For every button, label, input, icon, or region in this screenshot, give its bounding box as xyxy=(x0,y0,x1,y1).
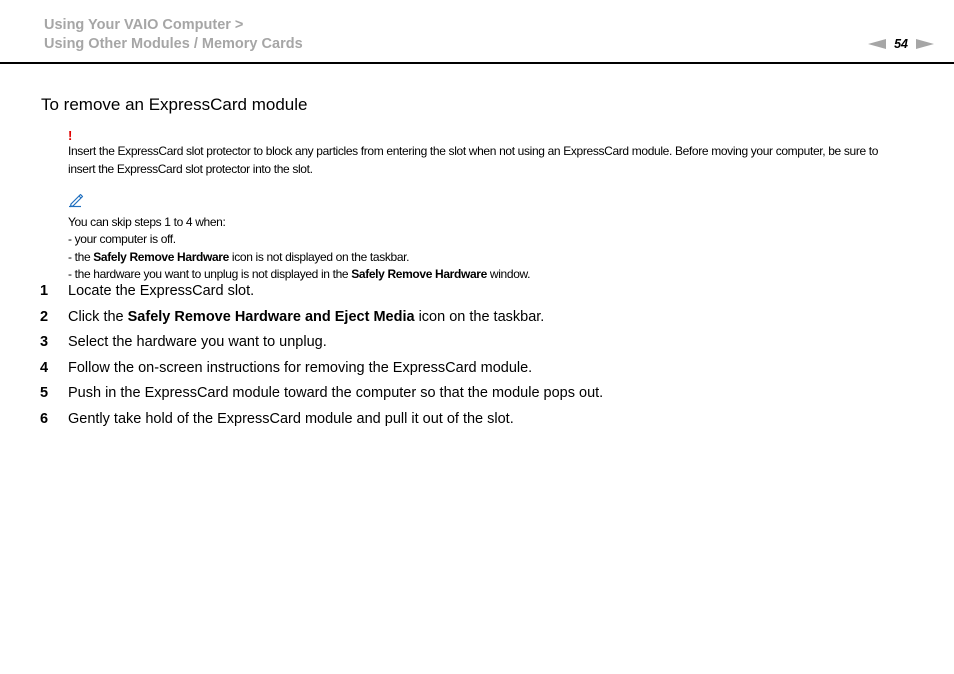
step-text: Select the hardware you want to unplug. xyxy=(68,334,327,350)
note-line-2-post: icon is not displayed on the taskbar. xyxy=(228,249,410,264)
page-navigation xyxy=(868,37,934,51)
step-text: Follow the on-screen instructions for removing the ExpressCard module. xyxy=(68,359,533,376)
breadcrumb-line-1: Using Your VAIO Computer > xyxy=(44,17,244,33)
step-number: 3 xyxy=(40,334,49,350)
note-line-3 xyxy=(68,266,898,284)
step-number: 6 xyxy=(40,410,49,427)
step-text-pre: Click the xyxy=(68,308,128,325)
step-text: Push in the ExpressCard module toward the computer so that the module pops out. xyxy=(68,385,604,401)
step-item xyxy=(40,282,603,308)
step-text: Locate the ExpressCard slot. xyxy=(68,283,255,299)
note-line-2-bold: Safely Remove Hardware xyxy=(93,249,229,264)
notes-block xyxy=(68,128,898,284)
next-page-arrow-icon[interactable] xyxy=(916,39,934,49)
step-item xyxy=(40,410,603,436)
note-line-3-post: window. xyxy=(486,267,531,281)
page-number: 54 xyxy=(894,37,908,51)
breadcrumb-line-2: Using Other Modules / Memory Cards xyxy=(44,36,303,52)
step-item xyxy=(40,359,603,385)
note-line-3-pre: - the hardware you want to unplug is not displayed in the xyxy=(68,267,352,281)
previous-page-arrow-icon[interactable] xyxy=(868,39,886,49)
steps-list xyxy=(40,282,603,435)
step-text-post: icon on the taskbar. xyxy=(414,308,545,325)
step-item xyxy=(40,308,603,334)
step-number: 5 xyxy=(40,385,49,401)
warning-icon: ! xyxy=(68,128,73,143)
note-line-2-pre: - the xyxy=(68,249,94,264)
step-text xyxy=(68,308,544,334)
note-line-1: - your computer is off. xyxy=(68,232,176,246)
step-text: Gently take hold of the ExpressCard module and pull it out of the slot. xyxy=(68,410,514,427)
step-item xyxy=(40,333,603,359)
note-intro: You can skip steps 1 to 4 when: xyxy=(68,214,226,229)
step-number: 2 xyxy=(40,308,49,325)
note-line-2 xyxy=(68,249,898,267)
warning-text: Insert the ExpressCard slot protector to block any particles from entering the slot when not using an ExpressCard module. Before moving your computer, be sure to insert the ExpressCard slot protector into the slot. xyxy=(68,144,879,176)
breadcrumb xyxy=(44,16,303,54)
section-title: To remove an ExpressCard module xyxy=(41,95,308,114)
step-item xyxy=(40,384,603,410)
step-number: 1 xyxy=(40,283,49,299)
step-number: 4 xyxy=(40,359,49,376)
note-line-3-bold: Safely Remove Hardware xyxy=(351,267,487,281)
step-text-bold: Safely Remove Hardware and Eject Media xyxy=(127,308,415,325)
header-divider xyxy=(0,62,954,64)
memo-pencil-icon xyxy=(68,191,86,208)
